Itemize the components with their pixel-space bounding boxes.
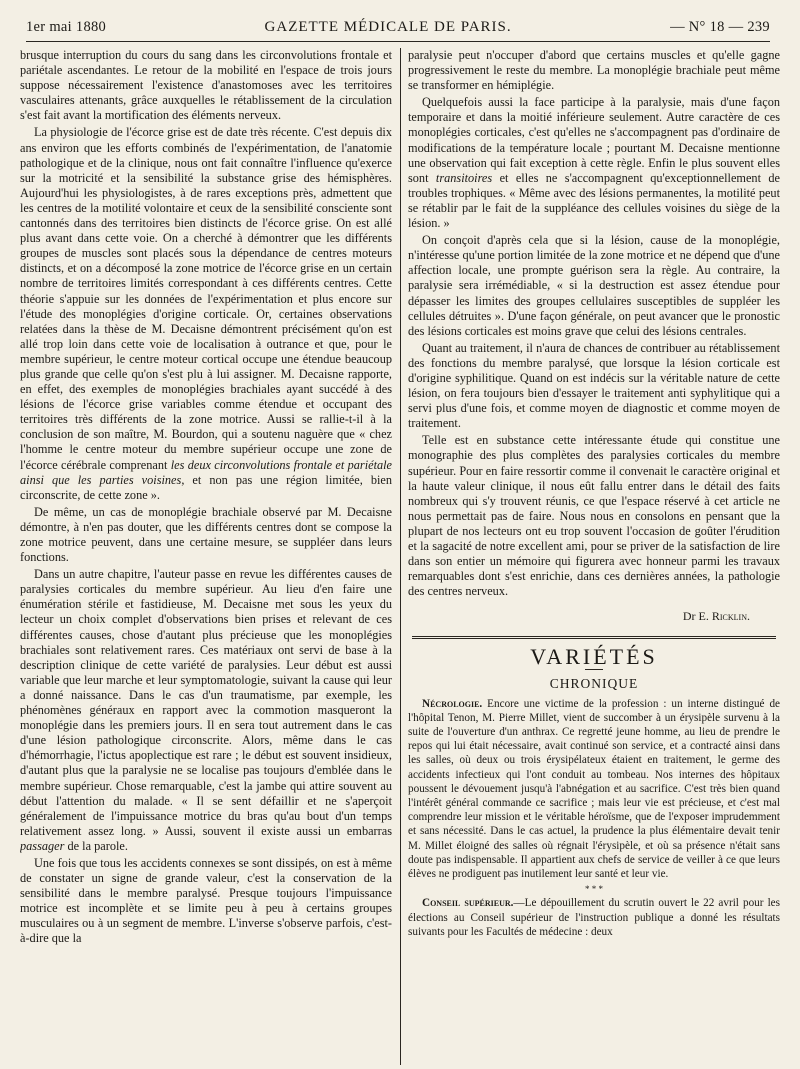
- right-column: [408, 48, 780, 1065]
- paragraph: La physiologie de l'écorce grise est de date très récente. C'est depuis dix ans environ que les efforts combinés de l'expérimentation, de l'anatomie pathologique et de la clinique, nous ont fait connaître l'influence qu'exerce sur la motricité et la sensibilité la substance grise des hémisphères. Aujourd'hui les physiologistes, à de rares exceptions près, admettent que les centres de la motilité volontaire et ceux de la sensibilité consciente sont cantonnés dans des territoires bien distincts de l'écorce grise. On est allé plus avant dans cette voie. On a cherché à démontrer que les différents groupes de muscles sont placés sous la dépendance de centres moteurs distincts, et on a décomposé la zone motrice de l'écorce grise en un certain nombre de territoires limités correspondant à ces différents centres. Cette théorie s'appuie sur les données de l'expérimentation et plus encore sur l'étude des monoplégies d'origine corticale. Or, certaines observations relatées dans la thèse de M. Decaisne démontrent précisément qu'on est allé trop loin dans cette voie de localisation à outrance et que, pour le membre supérieur, le centre moteur cortical occupe une étendue beaucoup plus grande que celle qu'on s'est plu à lui assigner. M. Decaisne rapporte, en effet, des exemples de monoplégies brachiales ayant succédé à des lésions de l'écorce grise variables comme étendue et occupant des territoires très différents de la zone motrice. Aussi se rallie-t-il à la conclusion de son maître, M. Bourdon, qui a soutenu naguère que « chez l'homme le centre moteur du membre supérieur occupe une zone de l'écorce cérébrale comprenant les deux circonvolutions frontale et pariétale ainsi que les parties voisines, et non pas une région limitée, bien circonscrite, de cette zone ».: [20, 125, 392, 502]
- asterism: * * *: [585, 884, 603, 895]
- page-header: [26, 13, 770, 42]
- header-page-number: — N° 18 — 239: [670, 18, 770, 35]
- paragraph: Quelquefois aussi la face participe à la paralysie, mais d'une façon temporaire et dans la moitié inférieure seulement. Autre caractère de ces monoplégies corticales, c'est qu'elles ne s'accompagnent pas d'ordinaire de modifications de la température locale ; pourtant M. Decaisne mentionne une observation qui fait exception à cette règle. Enfin le plus souvent elles sont transitoires et elles ne s'accompagnent qu'exceptionnellement de troubles trophiques. « Même avec des lésions permanentes, la motilité peut se rétablir par le fait de la suppléance des cellules voisines du siège de la lésion. »: [408, 95, 780, 231]
- paragraph: Telle est en substance cette intéressante étude qui constitue une monographie des plus complètes des paralysies corticales du membre supérieur. Pour en faire ressortir comme il convenait le caractère original et la haute valeur clinique, il nous eût fallu entrer dans le détail des faits nombreux qui s'y trouvent réunis, ce que l'espace réservé à cet article ne nous permettait pas de faire. Nous nous en consolons en pensant que la plupart de nos lecteurs ont eu trop souvent l'occasion de goûter l'érudition et la sagacité de notre excellent ami, pour se priver de la satisfaction de lire dans son entier un mémoire qui figurera avec honneur parmi les travaux remarquables dont s'est enrichie, dans ces dernières années, la pathologie des centres nerveux.: [408, 433, 780, 599]
- paragraph: On conçoit d'après cela que si la lésion, cause de la monoplégie, n'intéresse qu'une portion limitée de la zone motrice et ne dépend que d'une affection locale, une prompte guérison sera la règle. Au contraire, la paralysie sera irrémédiable, « si la destruction est assez étendue pour dépasser les limites des groupes cellulaires susceptibles de suppléer les cellules détruites ». D'une façon générale, on peut avancer que le pronostic des lésions corticales est moins grave que celui des lésions centrales.: [408, 233, 780, 338]
- paragraph: Une fois que tous les accidents connexes se sont dissipés, on est à même de constater un signe de grande valeur, c'est la conservation de la sensibilité dans le membre paralysé. Presque toujours l'impuissance motrice est incomplète et se limite peu à peu à certains groupes musculaires ou à un segment de membre. L'inverse s'observe parfois, c'est-à-dire que la: [20, 855, 392, 946]
- section-title: VARIÉTÉS: [530, 644, 658, 670]
- subsection-title: CHRONIQUE: [549, 675, 639, 691]
- left-column: [20, 48, 392, 1065]
- header-date: 1er mai 1880: [26, 18, 107, 35]
- paragraph: Dans un autre chapitre, l'auteur passe en revue les différentes causes de paralysies corticales du membre supérieur. Au lieu d'en faire une énumération stérile et fastidieuse, M. Decaisne met sous les yeux du lecteur un choix complet d'observations bien prises et relevant de ces différentes causes, chose d'autant plus précieuse que les monoplégies brachiales sont relativement rares. Ces matériaux ont servi de base à la description clinique de cette variété de paralysies. Leur début est aussi variable que leur marche et leur symptomatologie, suivant la cause qui leur a donné naissance. Dans le cas d'un traumatisme, par exemple, les phénomènes généraux en rapport avec la commotion masqueront la monoplégie dans les premiers jours. Il en sera tout autrement dans le cas d'une lésion pathologique circonscrite. Alors, même dans le cas d'hémorrhagie, l'ictus apoplectique est rare ; le début est souvent insidieux, d'autant plus que la paralysie ne se localise pas toujours d'emblée dans le membre supérieur. Chose remarquable, c'est la jambe qui attire souvent au début l'attention du malade. « Il se sent défaillir et ne s'aperçoit généralement de l'impuissance motrice du bras qu'au bout d'un temps relativement assez long. » Aussi, souvent il existe aussi un embarras passager de la parole.: [20, 567, 392, 853]
- paragraph: paralysie peut n'occuper d'abord que certains muscles et qu'elle gagne progressivement le reste du membre. La monoplégie brachiale peut même se transformer en hémiplégie.: [408, 48, 780, 93]
- news-item-conseil: Conseil supérieur.—Le dépouillement du scrutin ouvert le 22 avril pour les élections au Conseil supérieur de l'instruction publique a donné les résultats suivants pour les Facultés de médecine : deux: [408, 897, 780, 938]
- header-title: GAZETTE MÉDICALE DE PARIS.: [264, 18, 512, 35]
- article-signature: Dr E. Ricklin.: [682, 609, 750, 624]
- news-item-necrologie: Nécrologie. Encore une victime de la profession : un interne distingué de l'hôpital Tenon, M. Pierre Millet, vient de succomber à un érysipèle survenu à la suite de l'ouverture d'un anthrax. Ce regretté jeune homme, au lieu de prendre le repos qui lui était nécessaire, avait continué son service, et a contracté ainsi dans les salles, où deux ou trois érysipélateux étaient en traitement, le germe des accidents infectieux qui l'ont conduit au tombeau. Nos internes des hôpitaux poussent le dévouement jusqu'à l'abnégation et au sacrifice. C'est très bien quand l'intérêt général commande ce sacrifice ; mais leur vie est précieuse, et c'est mal comprendre leur mission et le véritable héroïsme, que de l'exposer imprudemment et sans nécessité. Dans le cas actuel, la prudence la plus élémentaire devait tenir M. Millet éloigné des salles où régnait l'érysipèle, et où sa présence n'était sans doute pas indispensable. Il appartient aux chefs de service de veiller à ce que leurs élèves ne prodiguent pas inutilement leur santé et leur vie.: [408, 697, 780, 881]
- paragraph: Quant au traitement, il n'aura de chances de contribuer au rétablissement des fonctions du membre paralysé, que lorsque la lésion corticale est d'origine syphilitique. Quand on est indécis sur la véritable nature de cette lésion, on fera toujours bien d'essayer le traitement anti syphylitique qui a servi plus d'une fois, et comme moyen de diagnostic et comme moyen de traitement.: [408, 340, 780, 431]
- paragraph: De même, un cas de monoplégie brachiale observé par M. Decaisne démontre, à n'en pas douter, que les différents centres dont se compose la zone motrice peuvent, dans une certaine mesure, se suppléer dans leurs fonctions.: [20, 504, 392, 565]
- column-divider: [400, 48, 401, 1065]
- paragraph: brusque interruption du cours du sang dans les circonvolutions frontale et pariétale ascendantes. Le retour de la mobilité en l'espace de trois jours suppose nécessairement l'existence d'anastomoses avec les territoires vasculaires attenants, grâce auxquelles le rétablissement de la circulation s'est fait avant la mortification des éléments nerveux.: [20, 48, 392, 123]
- section-separator: [412, 636, 776, 639]
